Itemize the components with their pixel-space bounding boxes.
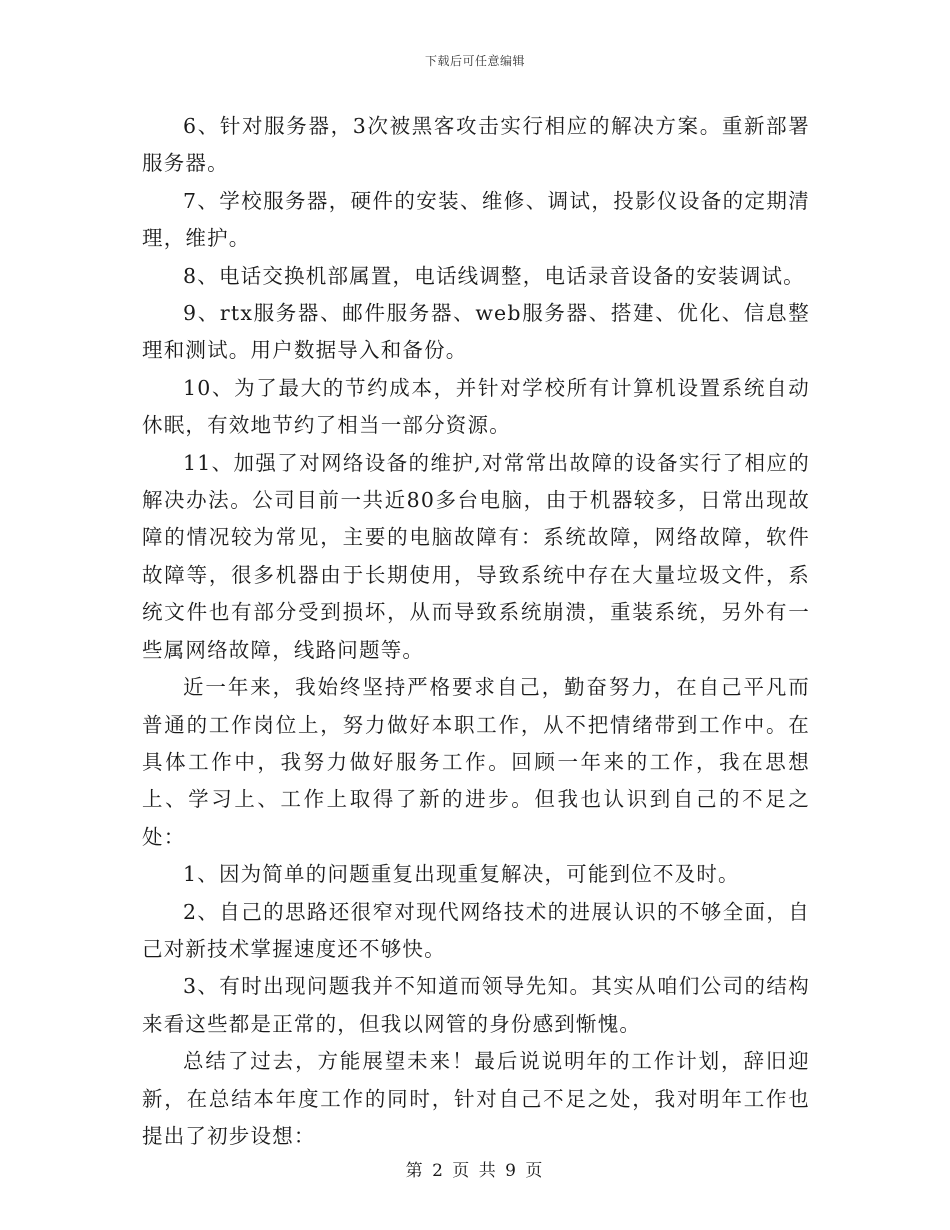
page-header: 下载后可任意编辑 [424, 54, 525, 68]
paragraph-shortcoming-2: 2、自己的思路还很窄对现代网络技术的进展认识的不够全面，自己对新技术掌握速度还不够快。 [142, 899, 810, 961]
paragraph-item-6: 6、针对服务器，3次被黑客攻击实行相应的解决方案。重新部署服务器。 [142, 114, 810, 176]
paragraph-item-9: 9、rtx服务器、邮件服务器、web服务器、搭建、优化、信息整理和测试。用户数据导入和备份。 [142, 301, 810, 363]
paragraph-year-review: 近一年来，我始终坚持严格要求自己，勤奋努力，在自己平凡而普通的工作岗位上，努力做好本职工作，从不把情绪带到工作中。在具体工作中，我努力做好服务工作。回顾一年来的工作，我在思想上、学习上、工作上取得了新的进步。但我也认识到自己的不足之处： [142, 675, 810, 849]
paragraph-future-plan: 总结了过去，方能展望未来！最后说说明年的工作计划，辞旧迎新，在总结本年度工作的同时，针对自己不足之处，我对明年工作也提出了初步设想： [142, 1049, 810, 1148]
paragraph-item-8: 8、电话交换机部属置，电话线调整，电话录音设备的安装调试。 [183, 263, 805, 288]
paragraph-item-10: 10、为了最大的节约成本，并针对学校所有计算机设置系统自动休眠，有效地节约了相当一部分资源。 [142, 375, 810, 438]
paragraph-shortcoming-1: 1、因为简单的问题重复出现重复解决，可能到位不及时。 [183, 862, 740, 887]
document-body [142, 108, 810, 1155]
paragraph-item-11: 11、加强了对网络设备的维护,对常常出故障的设备实行了相应的解决办法。公司目前一共近80多台电脑，由于机器较多，日常出现故障的情况较为常见，主要的电脑故障有：系统故障，网络故障，软件故障等，很多机器由于长期使用，导致系统中存在大量垃圾文件，系统文件也有部分受到损坏，从而导致系统崩溃，重装系统，另外有一些属网络故障，线路问题等。 [142, 450, 810, 662]
paragraph-item-7: 7、学校服务器，硬件的安装、维修、调试，投影仪设备的定期清理，维护。 [142, 188, 810, 251]
paragraph-shortcoming-3: 3、有时出现问题我并不知道而领导先知。其实从咱们公司的结构来看这些都是正常的，但我以网管的身份感到惭愧。 [142, 974, 810, 1036]
page-footer: 第 2 页 共 9 页 [405, 1161, 545, 1181]
